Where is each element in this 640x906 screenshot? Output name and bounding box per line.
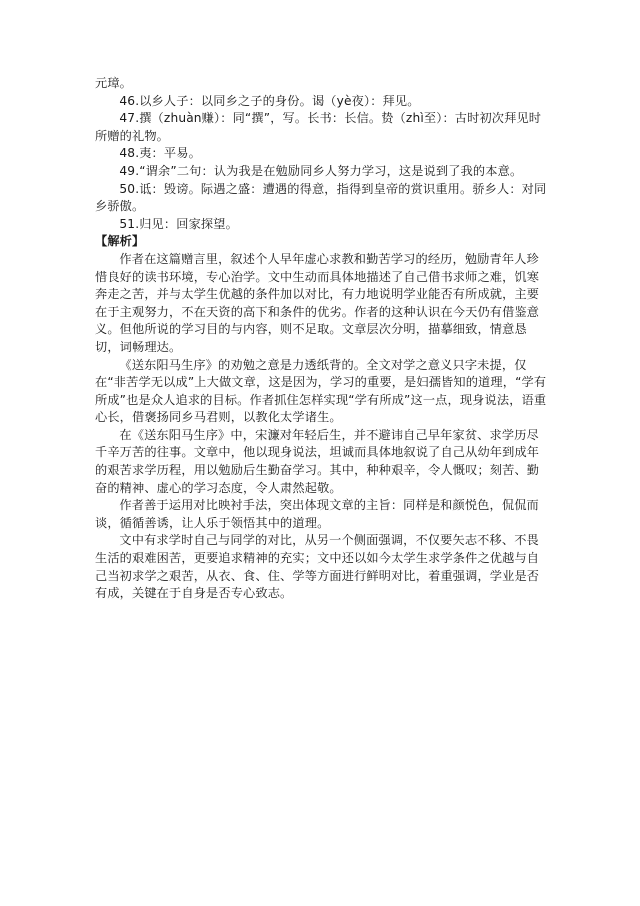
- annotation-50: 50.诋：毁谤。际遇之盛：遭遇的得意，指得到皇帝的赏识重用。骄乡人：对同乡骄傲。: [95, 181, 547, 214]
- annotation-line: 元璋。: [95, 76, 133, 90]
- annotation-49: 49.“谓余”二句：认为我是在勉励同乡人努力学习，这是说到了我的本意。: [119, 163, 523, 178]
- annotation-47: 47.撰（zhuàn赚）：同“撰”，写。长书：长信。贽（zhì至）：古时初次拜见时所赠的礼物。: [95, 111, 542, 143]
- analysis-paragraph: 《送东阳马生序》的劝勉之意是力透纸背的。全文对学之意义只字未提，仅在“非苦学无以成”上大做文章，这是因为，学习的重要，是妇孺皆知的道理，“学有所成”也是众人追求的目标。作者抓住怎样实现“学有所成”这一点，现身说法，语重心长，借褒扬同乡马君则，以教化太学诸生。: [95, 357, 547, 425]
- analysis-paragraph: 作者在这篇赠言里，叙述个人早年虚心求教和勤苦学习的经历，勉励青年人珍惜良好的读书环境，专心治学。文中生动而具体地描述了自己借书求师之难，饥寒奔走之苦，并与太学生优越的条件加以对比，有力地说明学业能否有所成就，主要在于主观努力，不在天资的高下和条件的优劣。作者的这种认识在今天仍有借鉴意义。但他所说的学习目的与内容，则不足取。文章层次分明，描摹细致，情意恳切，词畅理达。: [95, 251, 540, 354]
- annotation-51: 51.归见：回家探望。: [119, 216, 238, 231]
- analysis-heading: 【解析】: [95, 234, 145, 249]
- analysis-paragraph: 在《送东阳马生序》中，宋濂对年轻后生，并不避讳自己早年家贫、求学历尽千辛万苦的往事。文章中，他以现身说法，坦诚而具体地叙说了自己从幼年到成年的艰苦求学历程，用以勉励后生勤奋学习。其中，种种艰辛，令人慨叹；刻苦、勤奋的精神、虚心的学习态度，令人肃然起敬。: [95, 427, 540, 495]
- analysis-paragraph: 作者善于运用对比映衬手法，突出体现文章的主旨：同样是和颜悦色，侃侃而谈，循循善诱，让人乐于领悟其中的道理。: [95, 498, 539, 530]
- analysis-paragraph: 文中有求学时自己与同学的对比，从另一个侧面强调，不仅要矢志不移、不畏生活的艰难困苦，更要追求精神的充实；文中还以如今太学生求学条件之优越与自己当初求学之艰苦，从衣、食、住、学等方面进行鲜明对比，着重强调，学业是否有成，关键在于自身是否专心致志。: [95, 533, 540, 601]
- document-body: [95, 75, 550, 603]
- annotation-46: 46.以乡人子：以同乡之子的身份。谒（yè夜）：拜见。: [119, 93, 420, 108]
- annotation-48: 48.夷：平易。: [119, 146, 201, 161]
